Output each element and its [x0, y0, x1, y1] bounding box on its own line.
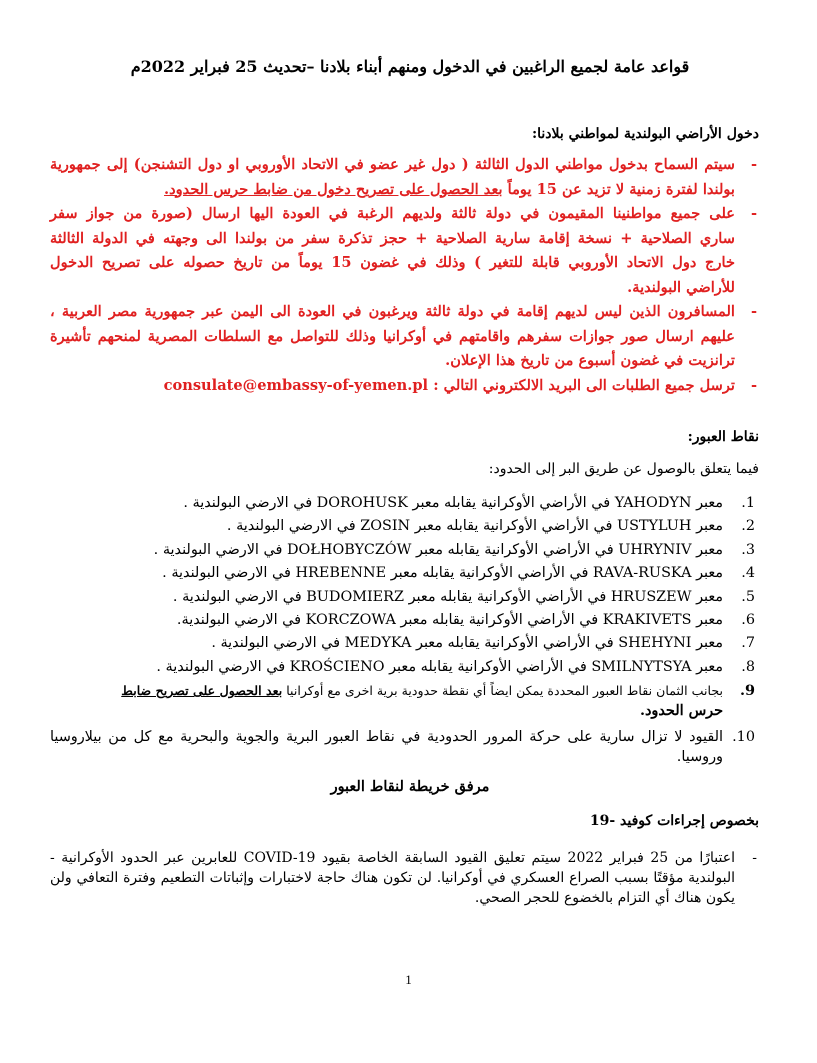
rule-line: سيتم السماح بدخول مواطني الدول الثالثة ( دول غير عضو في الاتحاد الأوروبي او دول التشنجن) إلى جمهورية — [50, 156, 735, 173]
covid-paragraph — [50, 848, 759, 908]
crossing-heading: نقاط العبور: — [687, 429, 759, 445]
rule-line: خارج دول الاتحاد الأوروبي قابلة للتغير ) وذلك في غضون 15 يوماً من تاريخ حصوله على تصريح الدخول — [50, 254, 735, 271]
crossing-point: .3 معبر UHRYNIV في الأراضي الأوكرانية يقابله معبر DOŁHOBYCZÓW في الارضي البولندية . — [153, 541, 755, 558]
covid-heading: بخصوص إجراءات كوفيد -19 — [589, 813, 759, 829]
covid-line: اعتبارًا من 25 فبراير 2022 سيتم تعليق القيود السابقة الخاصة بقيود COVID-19 للعابرين عبر الحدود الأوكرانية - — [50, 850, 735, 866]
covid-line: البولندية مؤقتًا بسبب الصراع العسكري في أوكرانيا. لن تكون هناك حاجة لاختبارات وإثباتات التطعيم وفترة التعافي ولن — [50, 870, 735, 886]
bullet-dash: - — [750, 156, 757, 173]
entry-rules — [50, 153, 759, 398]
bullet-dash: - — [752, 850, 757, 866]
underlined-phrase: بعد الحصول على تصريح ضابط — [121, 683, 283, 699]
page-title: قواعد عامة لجميع الراغبين في الدخول ومنهم أبناء بلادنا –تحديث 25 فبراير 2022م — [130, 57, 690, 76]
entry-rule-3 — [50, 300, 759, 374]
crossing-list — [50, 492, 759, 771]
entry-rule-1 — [50, 153, 759, 202]
rule-line: ترانزيت في غضون أسبوع من تاريخ هذا الإعلان. — [445, 352, 735, 369]
email-prefix: ترسل جميع الطلبات الى البريد الالكتروني التالي : — [433, 376, 735, 394]
rule-line: ساري الصلاحية + نسخة إقامة سارية الصلاحية + حجز تذكرة سفر من بولندا الى وجهته في الدولة الثالثة — [50, 229, 735, 247]
crossing-point: .4 معبر RAVA-RUSKA في الأراضي الأوكرانية يقابله معبر HREBENNE في الارضي البولندية . — [162, 565, 755, 582]
bullet-dash: - — [750, 303, 757, 320]
crossing-point: .1 معبر YAHODYN في الأراضي الأوكرانية يقابله معبر DOROHUSK في الارضي البولندية . — [183, 495, 755, 511]
rule-line: على جميع مواطنينا المقيمون في دولة ثالثة ولديهم الرغبة في العودة اليها ارسال (صورة من جواز سفر — [50, 205, 735, 222]
rule-line: المسافرون الذين ليس لديهم إقامة في دولة ثالثة ويرغبون في العودة الى اليمن عبر جمهورية مصر العربية ، — [50, 303, 735, 320]
crossing-point: .7 معبر SHEHYNI في الأراضي الأوكرانية يقابله معبر MEDYKA في الارضي البولندية . — [211, 635, 755, 652]
crossing-point: .2 معبر USTYLUH في الأراضي الأوكرانية يقابله معبر ZOSIN في الارضي البولندية . — [226, 518, 755, 535]
crossing-intro: فيما يتعلق بالوصول عن طريق البر إلى الحدود: — [488, 461, 759, 477]
entry-heading: دخول الأراضي البولندية لمواطني بلادنا: — [531, 126, 759, 142]
consulate-email-link[interactable]: consulate@embassy-of-yemen.pl — [163, 376, 429, 394]
crossing-point: .5 معبر HRUSZEW في الأراضي الأوكرانية يقابله معبر BUDOMIERZ في الارضي البولندية . — [172, 588, 755, 605]
rule-line: بولندا لفترة زمنية لا تزيد عن 15 يوماً بعد الحصول على تصريح دخول من ضابط حرس الحدود. — [164, 180, 735, 198]
map-attachment-heading: مرفق خريطة لنقاط العبور — [330, 778, 490, 795]
covid-line: يكون هناك أي التزام بالخضوع للحجر الصحي. — [474, 890, 735, 906]
bullet-dash: - — [750, 205, 757, 222]
entry-rule-2 — [50, 202, 759, 300]
rule-line: للأراضي البولندية. — [627, 278, 735, 296]
page-number: 1 — [405, 972, 412, 987]
rule-line: عليهم ارسال صور جوازات سفرهم واقامتهم في أوكرانيا وذلك للتواصل مع السلطات المصرية لمنحهم تأشيرة — [50, 327, 735, 345]
crossing-point: .8 معبر SMILNYTSYA في الأراضي الأوكرانية يقابله معبر KROŚCIENO في الارضي البولندية . — [156, 658, 755, 675]
crossing-point: .6 معبر KRAKIVETS في الأراضي الأوكرانية يقابله معبر KORCZOWA في الارضي البولندية. — [176, 611, 755, 628]
crossing-note-9: .9 بجانب الثمان نقاط العبور المحددة يمكن ايضاً أي نقطة حدودية برية اخرى مع أوكرانيا بعد الحصول على تصريح ضابط حرس الحدود. — [121, 682, 755, 720]
crossing-note-10: .10 القيود لا تزال سارية على حركة المرور الحدودية في نقاط العبور البرية والجوية والبحرية مع كل من بيلاروسيا وروسيا. — [50, 729, 755, 766]
entry-rule-email — [50, 374, 759, 399]
underlined-phrase: بعد الحصول على تصريح دخول من ضابط حرس الحدود. — [164, 180, 503, 198]
bullet-dash: - — [750, 376, 757, 394]
